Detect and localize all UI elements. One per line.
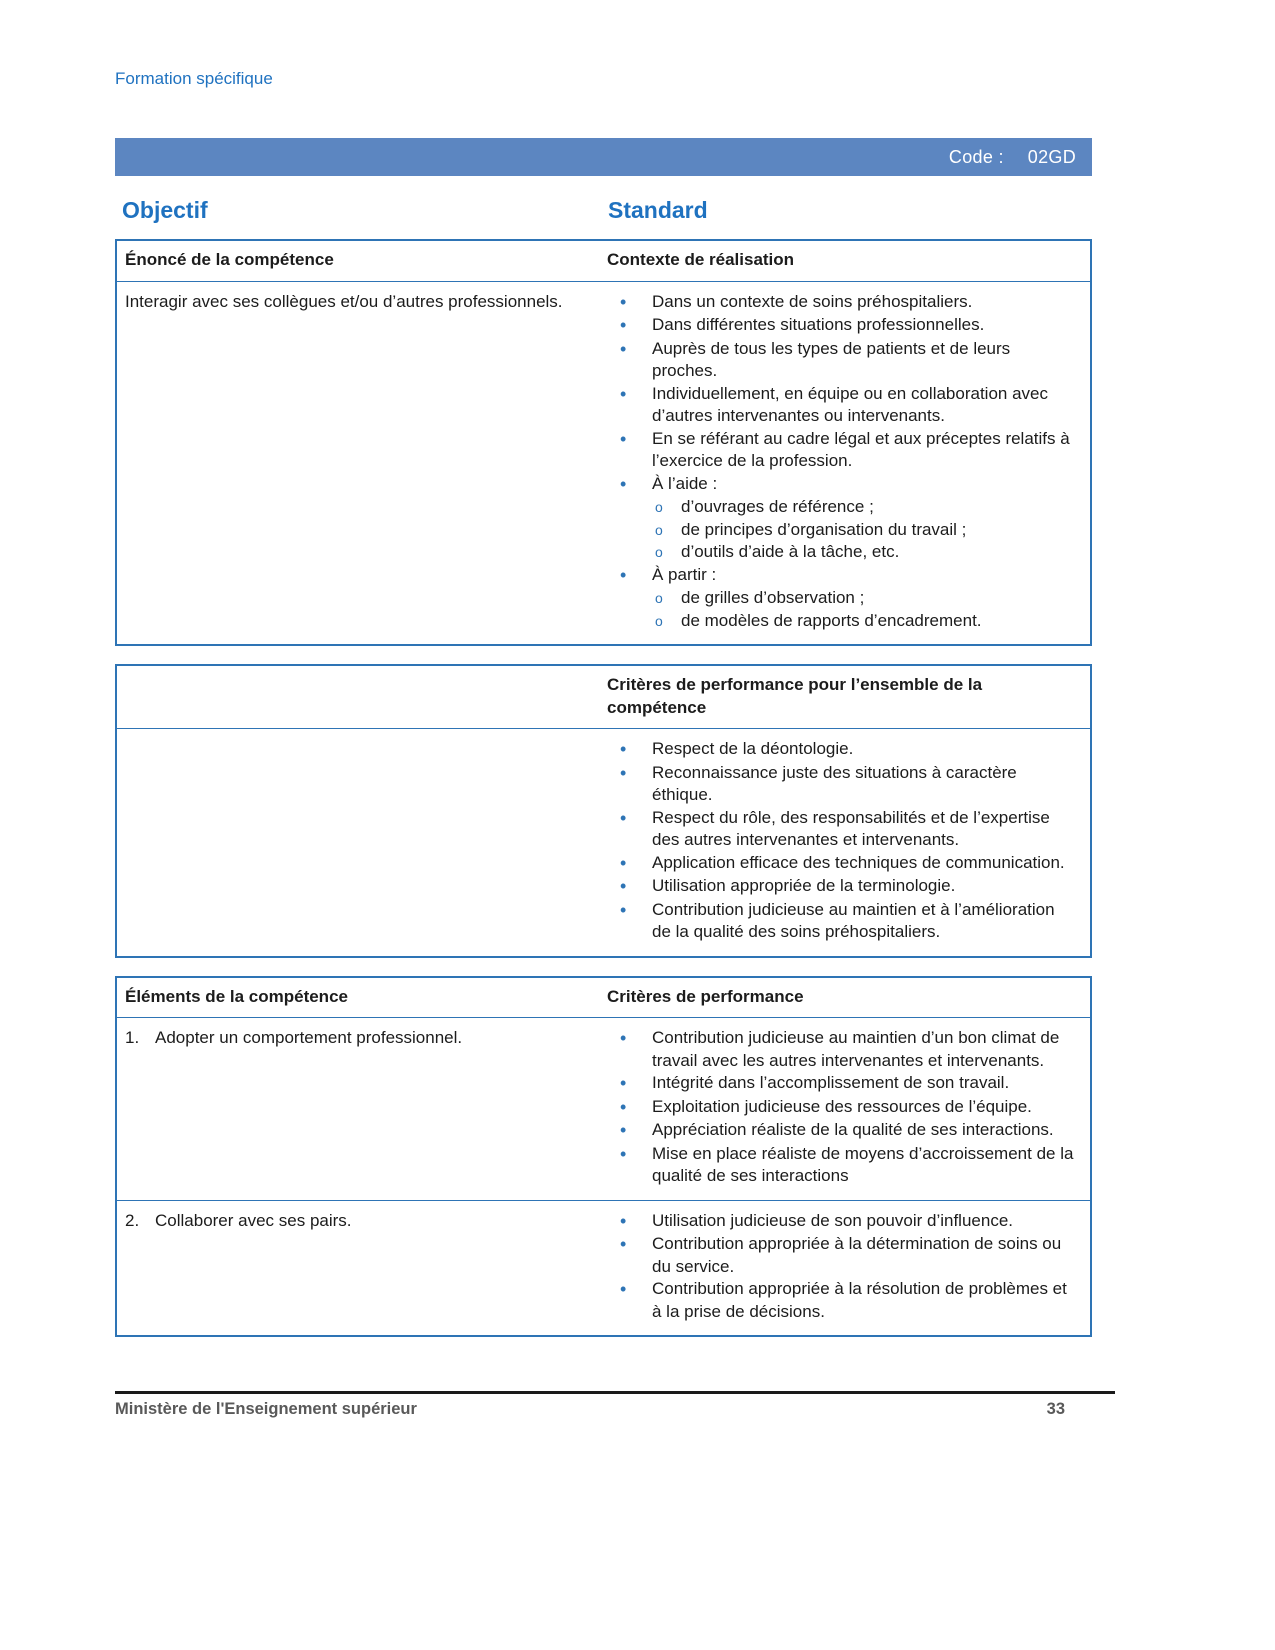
bullet-item	[607, 473, 1076, 497]
element-row-1	[117, 1018, 1090, 1200]
bullet-icon	[620, 338, 652, 383]
table-header-row	[117, 978, 1090, 1019]
bullet-text: Respect du rôle, des responsabilités et de l’expertise des autres intervenantes et intervenants.	[652, 807, 1050, 849]
bullet-text: d’outils d’aide à la tâche, etc.	[681, 542, 900, 561]
bullet-item	[607, 738, 1076, 762]
bullet-icon	[655, 587, 681, 610]
standard-heading: Standard	[608, 197, 708, 223]
bullet-icon	[620, 1233, 652, 1278]
bullet-item	[607, 291, 1076, 315]
bullet-icon	[620, 762, 652, 807]
element-1-text: Adopter un comportement professionnel.	[155, 1028, 463, 1047]
code-banner	[115, 138, 1092, 176]
footer-page-number: 33	[1046, 1400, 1065, 1418]
bullet-icon	[655, 519, 681, 542]
contexte-realisation-cell	[595, 282, 1090, 645]
bullet-text: Exploitation judicieuse des ressources de l’équipe.	[652, 1096, 1032, 1116]
bullet-item	[607, 496, 1076, 519]
bullet-item	[607, 314, 1076, 338]
element-1-number: 1.	[125, 1028, 140, 1047]
criteres-ensemble-bullet-list	[607, 738, 1076, 944]
bullet-icon	[655, 610, 681, 633]
bullet-text: de principes d’organisation du travail ;	[681, 519, 967, 539]
bullet-text: Contribution appropriée à la résolution de problèmes et à la prise de décisions.	[652, 1279, 1067, 1321]
bullet-text: Dans un contexte de soins préhospitaliers.	[652, 291, 973, 311]
footer-ministry-label: Ministère de l'Enseignement supérieur	[115, 1400, 417, 1418]
bullet-text: Contribution judicieuse au maintien et à l’amélioration de la qualité des soins préhospitaliers.	[652, 899, 1055, 941]
table-body-row	[117, 282, 1090, 645]
bullet-icon	[620, 1278, 652, 1323]
enonce-competence-text: Interagir avec ses collègues et/ou d’autres professionnels.	[125, 291, 563, 311]
bullet-item	[607, 610, 1076, 633]
bullet-text: À partir :	[652, 564, 717, 584]
bullet-icon	[620, 291, 652, 315]
empty-header-cell	[117, 666, 595, 728]
bullet-icon	[620, 1210, 652, 1234]
bullet-text: Reconnaissance juste des situations à caractère éthique.	[652, 762, 1017, 804]
element-2-bullet-list	[607, 1210, 1076, 1324]
bullet-item	[607, 564, 1076, 588]
elements-competence-header: Éléments de la compétence	[125, 986, 348, 1006]
bullet-icon	[620, 383, 652, 428]
bullet-icon	[620, 1119, 652, 1143]
table-enonce-competence	[115, 239, 1092, 646]
bullet-icon	[620, 1143, 652, 1188]
bullet-icon	[620, 1096, 652, 1120]
table-criteres-ensemble	[115, 664, 1092, 958]
bullet-text: Auprès de tous les types de patients et de leurs proches.	[652, 338, 1011, 380]
bullet-icon	[620, 314, 652, 338]
bullet-item	[607, 762, 1076, 807]
bullet-text: d’ouvrages de référence ;	[681, 497, 874, 516]
enonce-competence-header: Énoncé de la compétence	[125, 250, 334, 269]
criteres-performance-header: Critères de performance	[607, 986, 804, 1006]
bullet-item	[607, 1210, 1076, 1234]
bullet-text: Utilisation appropriée de la terminologie.	[652, 876, 956, 895]
element-1-cell	[117, 1018, 595, 1200]
bullet-item	[607, 338, 1076, 383]
code-value: 02GD	[1027, 146, 1076, 167]
bullet-text: Application efficace des techniques de communication.	[652, 852, 1065, 872]
bullet-item	[607, 1143, 1076, 1188]
bullet-item	[607, 587, 1076, 610]
bullet-icon	[620, 428, 652, 473]
bullet-item	[607, 1119, 1076, 1143]
bullet-icon	[620, 1027, 652, 1072]
bullet-text: Individuellement, en équipe ou en collaboration avec d’autres intervenantes ou intervenants.	[652, 383, 1048, 425]
bullet-text: Respect de la déontologie.	[652, 739, 854, 758]
bullet-icon	[655, 541, 681, 564]
bullet-icon	[620, 738, 652, 762]
element-2-number: 2.	[125, 1210, 140, 1230]
code-label: Code :	[948, 146, 1004, 167]
bullet-text: Utilisation judicieuse de son pouvoir d’influence.	[652, 1210, 1013, 1230]
bullet-icon	[620, 899, 652, 944]
bullet-item	[607, 1096, 1076, 1120]
bullet-icon	[620, 875, 652, 899]
bullet-text: de grilles d’observation ;	[681, 588, 865, 607]
bullet-item	[607, 1278, 1076, 1323]
element-row-2	[117, 1200, 1090, 1336]
bullet-text: En se référant au cadre légal et aux préceptes relatifs à l’exercice de la profession.	[652, 428, 1070, 470]
element-1-bullet-list	[607, 1027, 1076, 1188]
bullet-item	[607, 1072, 1076, 1096]
empty-body-cell	[117, 729, 595, 956]
criteres-ensemble-cell	[595, 729, 1090, 956]
document-section-label: Formation spécifique	[115, 69, 273, 88]
bullet-text: de modèles de rapports d’encadrement.	[681, 610, 982, 630]
element-2-criteres-cell	[595, 1201, 1090, 1336]
page-footer	[115, 1394, 1065, 1419]
bullet-text: Appréciation réaliste de la qualité de ses interactions.	[652, 1120, 1054, 1139]
table-elements-competence	[115, 976, 1092, 1338]
bullet-item	[607, 1233, 1076, 1278]
element-2-cell	[117, 1201, 595, 1336]
bullet-text: Contribution judicieuse au maintien d’un bon climat de travail avec les autres intervenantes et intervenants.	[652, 1028, 1060, 1070]
bullet-item	[607, 541, 1076, 564]
column-headings	[115, 197, 1092, 224]
bullet-item	[607, 899, 1076, 944]
element-1-criteres-cell	[595, 1018, 1090, 1200]
bullet-item	[607, 383, 1076, 428]
page-content	[115, 0, 1092, 1419]
bullet-icon	[620, 473, 652, 497]
bullet-item	[607, 428, 1076, 473]
table-body-row	[117, 729, 1090, 956]
objectif-heading: Objectif	[122, 197, 208, 223]
bullet-text: À l’aide :	[652, 473, 718, 493]
bullet-item	[607, 875, 1076, 899]
contexte-realisation-header: Contexte de réalisation	[607, 250, 795, 269]
bullet-icon	[620, 807, 652, 852]
table-header-row	[117, 666, 1090, 729]
bullet-item	[607, 519, 1076, 542]
bullet-icon	[620, 1072, 652, 1096]
bullet-icon	[655, 496, 681, 519]
bullet-text: Contribution appropriée à la détermination de soins ou du service.	[652, 1234, 1062, 1276]
criteres-ensemble-header: Critères de performance pour l’ensemble de la compétence	[607, 675, 983, 717]
bullet-text: Mise en place réaliste de moyens d’accroissement de la qualité de ses interactions	[652, 1143, 1074, 1185]
table-header-row	[117, 241, 1090, 282]
element-2-text: Collaborer avec ses pairs.	[155, 1210, 352, 1230]
bullet-text: Intégrité dans l’accomplissement de son travail.	[652, 1073, 1010, 1092]
bullet-item	[607, 807, 1076, 852]
bullet-item	[607, 1027, 1076, 1072]
contexte-bullet-list	[607, 291, 1076, 633]
bullet-icon	[620, 852, 652, 876]
bullet-icon	[620, 564, 652, 588]
bullet-text: Dans différentes situations professionnelles.	[652, 315, 985, 334]
bullet-item	[607, 852, 1076, 876]
